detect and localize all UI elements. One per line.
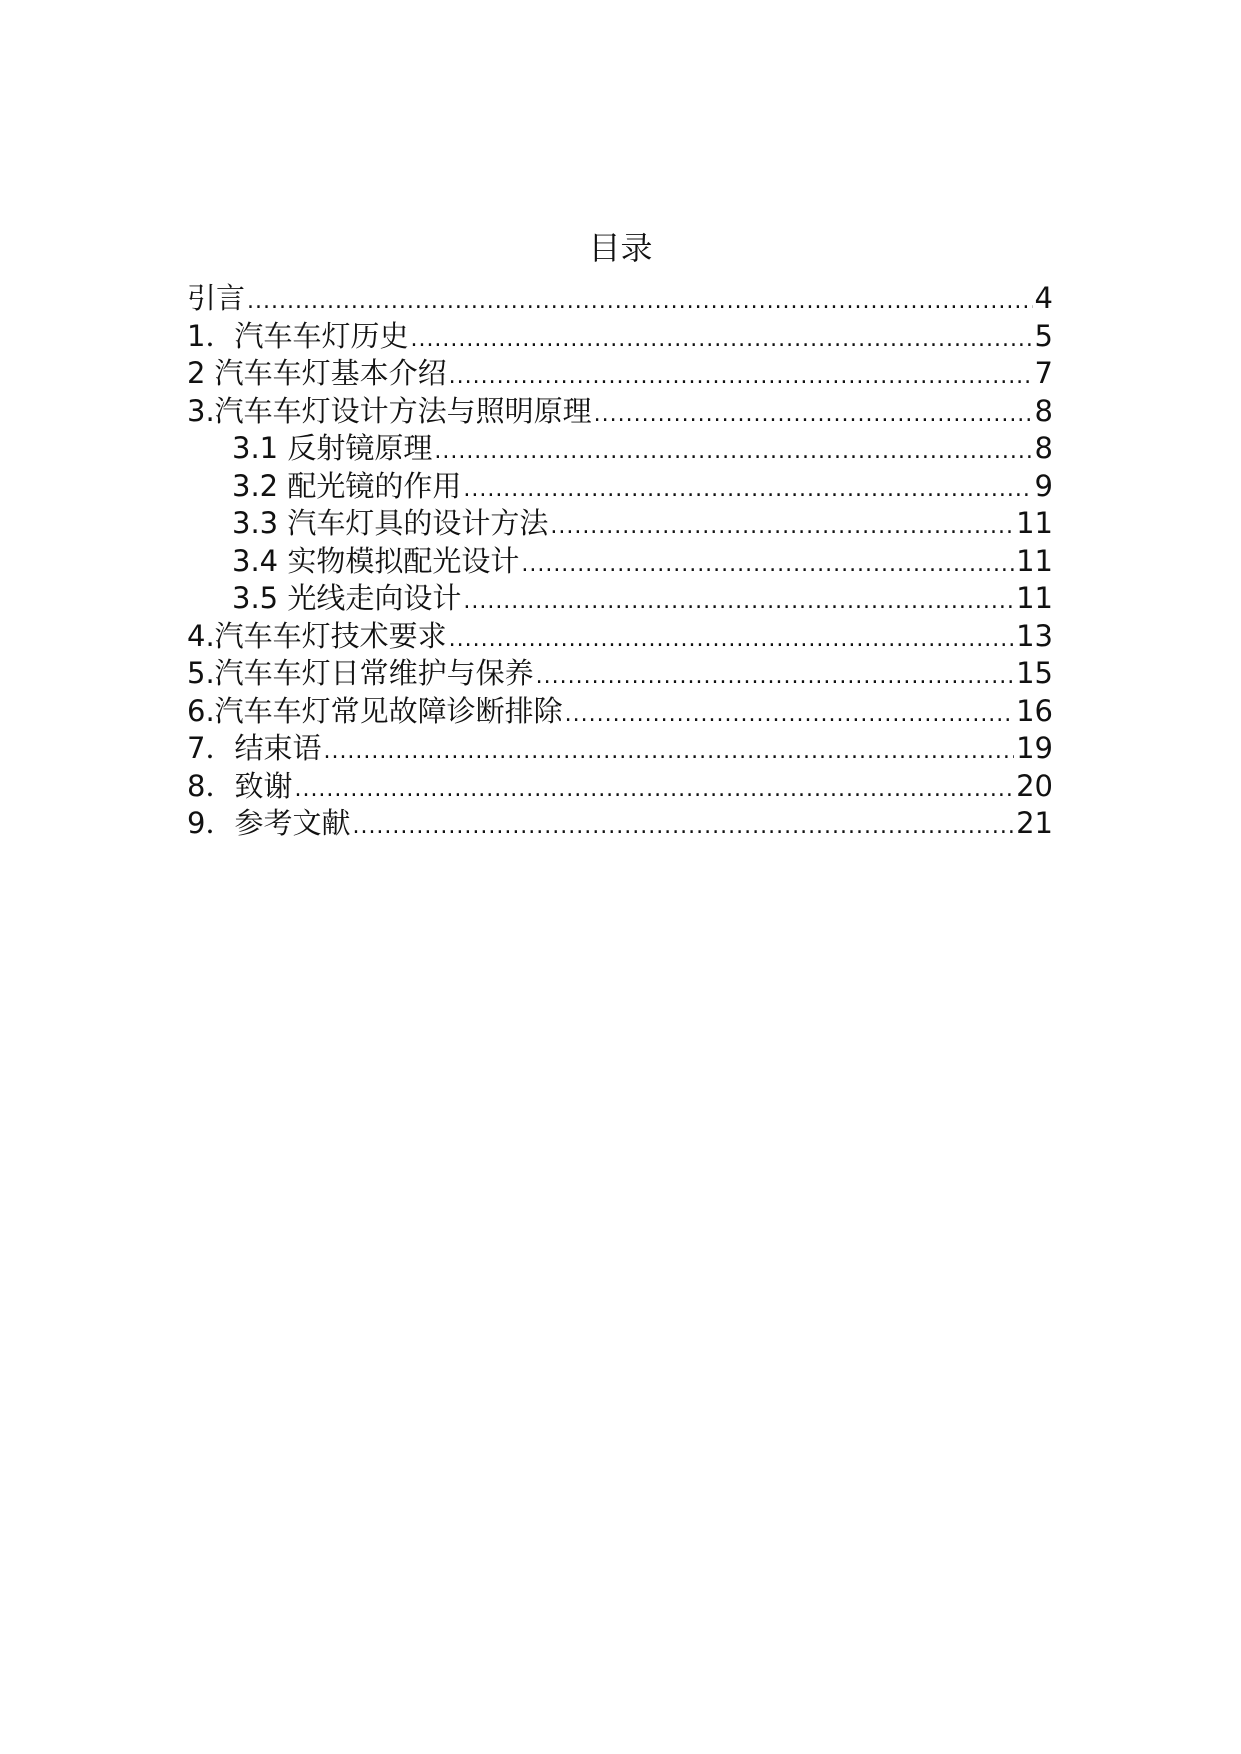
toc-entry-page: 11 <box>1016 506 1053 540</box>
toc-leader-dots <box>449 621 1014 659</box>
toc-leader-dots <box>536 658 1014 696</box>
toc-entry-page: 11 <box>1016 543 1053 578</box>
toc-entry-section-3-5[interactable] <box>187 580 1053 618</box>
toc-entry-page: 8 <box>1034 431 1053 465</box>
toc-leader-dots <box>247 283 1033 321</box>
toc-leader-dots <box>463 471 1032 509</box>
toc-entry-label: 1．汽车车灯历史 <box>187 318 409 353</box>
toc-entry-chapter-1[interactable] <box>187 318 1053 356</box>
toc-entry-label: 6.汽车车灯常见故障诊断排除 <box>187 693 563 728</box>
toc-entry-label: 2 汽车车灯基本介绍 <box>187 356 447 390</box>
toc-entry-page: 21 <box>1016 806 1053 840</box>
toc-leader-dots <box>352 808 1014 846</box>
toc-entry-section-3-2[interactable] <box>187 468 1053 506</box>
toc-leader-dots <box>410 321 1032 359</box>
toc-entry-page: 8 <box>1034 393 1053 428</box>
toc-entry-section-3-4[interactable] <box>187 543 1053 581</box>
toc-entry-label: 8．致谢 <box>187 768 293 803</box>
toc-entry-label: 7．结束语 <box>187 731 322 765</box>
toc-title: 目录 <box>588 229 653 267</box>
toc-leader-dots <box>521 546 1014 584</box>
toc-leader-dots <box>449 358 1033 396</box>
toc-leader-dots <box>323 733 1014 771</box>
toc-leader-dots <box>434 433 1032 471</box>
toc-entry-label: 3.3 汽车灯具的设计方法 <box>232 506 549 540</box>
toc-entry-page: 9 <box>1034 468 1053 503</box>
toc-leader-dots <box>594 396 1033 434</box>
toc-entry-chapter-5[interactable] <box>187 655 1053 693</box>
toc-entry-chapter-4[interactable] <box>187 618 1053 656</box>
toc-entry-page: 7 <box>1034 356 1053 390</box>
toc-entry-introduction[interactable] <box>187 280 1053 318</box>
toc-entry-chapter-7[interactable] <box>187 730 1053 768</box>
toc-entry-chapter-6[interactable] <box>187 693 1053 731</box>
toc-leader-dots <box>463 583 1014 621</box>
toc-entry-section-3-3[interactable] <box>187 505 1053 543</box>
toc-entry-chapter-9[interactable] <box>187 805 1053 843</box>
toc-entry-label: 引言 <box>187 281 246 315</box>
toc-leader-dots <box>550 508 1014 546</box>
toc-entry-page: 19 <box>1016 731 1053 765</box>
toc-entry-label: 3.5 光线走向设计 <box>232 581 462 615</box>
toc-leader-dots <box>294 771 1014 809</box>
toc-entry-chapter-3[interactable] <box>187 393 1053 431</box>
toc-leader-dots <box>565 696 1014 734</box>
toc-entry-label: 4.汽车车灯技术要求 <box>187 618 447 653</box>
toc-entry-label: 5.汽车车灯日常维护与保养 <box>187 656 534 690</box>
table-of-contents <box>187 280 1053 843</box>
toc-entry-page: 4 <box>1034 281 1053 315</box>
toc-entry-page: 16 <box>1016 693 1053 728</box>
toc-entry-page: 5 <box>1034 318 1053 353</box>
toc-entry-page: 20 <box>1016 768 1053 803</box>
toc-entry-label: 3.2 配光镜的作用 <box>232 468 462 503</box>
toc-entry-label: 3.1 反射镜原理 <box>232 431 433 465</box>
toc-entry-section-3-1[interactable] <box>187 430 1053 468</box>
toc-entry-label: 9．参考文献 <box>187 806 351 840</box>
toc-entry-chapter-2[interactable] <box>187 355 1053 393</box>
toc-entry-page: 11 <box>1016 581 1053 615</box>
toc-entry-label: 3.汽车车灯设计方法与照明原理 <box>187 393 592 428</box>
toc-entry-page: 15 <box>1016 656 1053 690</box>
toc-entry-chapter-8[interactable] <box>187 768 1053 806</box>
toc-entry-label: 3.4 实物模拟配光设计 <box>232 543 520 578</box>
toc-entry-page: 13 <box>1016 618 1053 653</box>
